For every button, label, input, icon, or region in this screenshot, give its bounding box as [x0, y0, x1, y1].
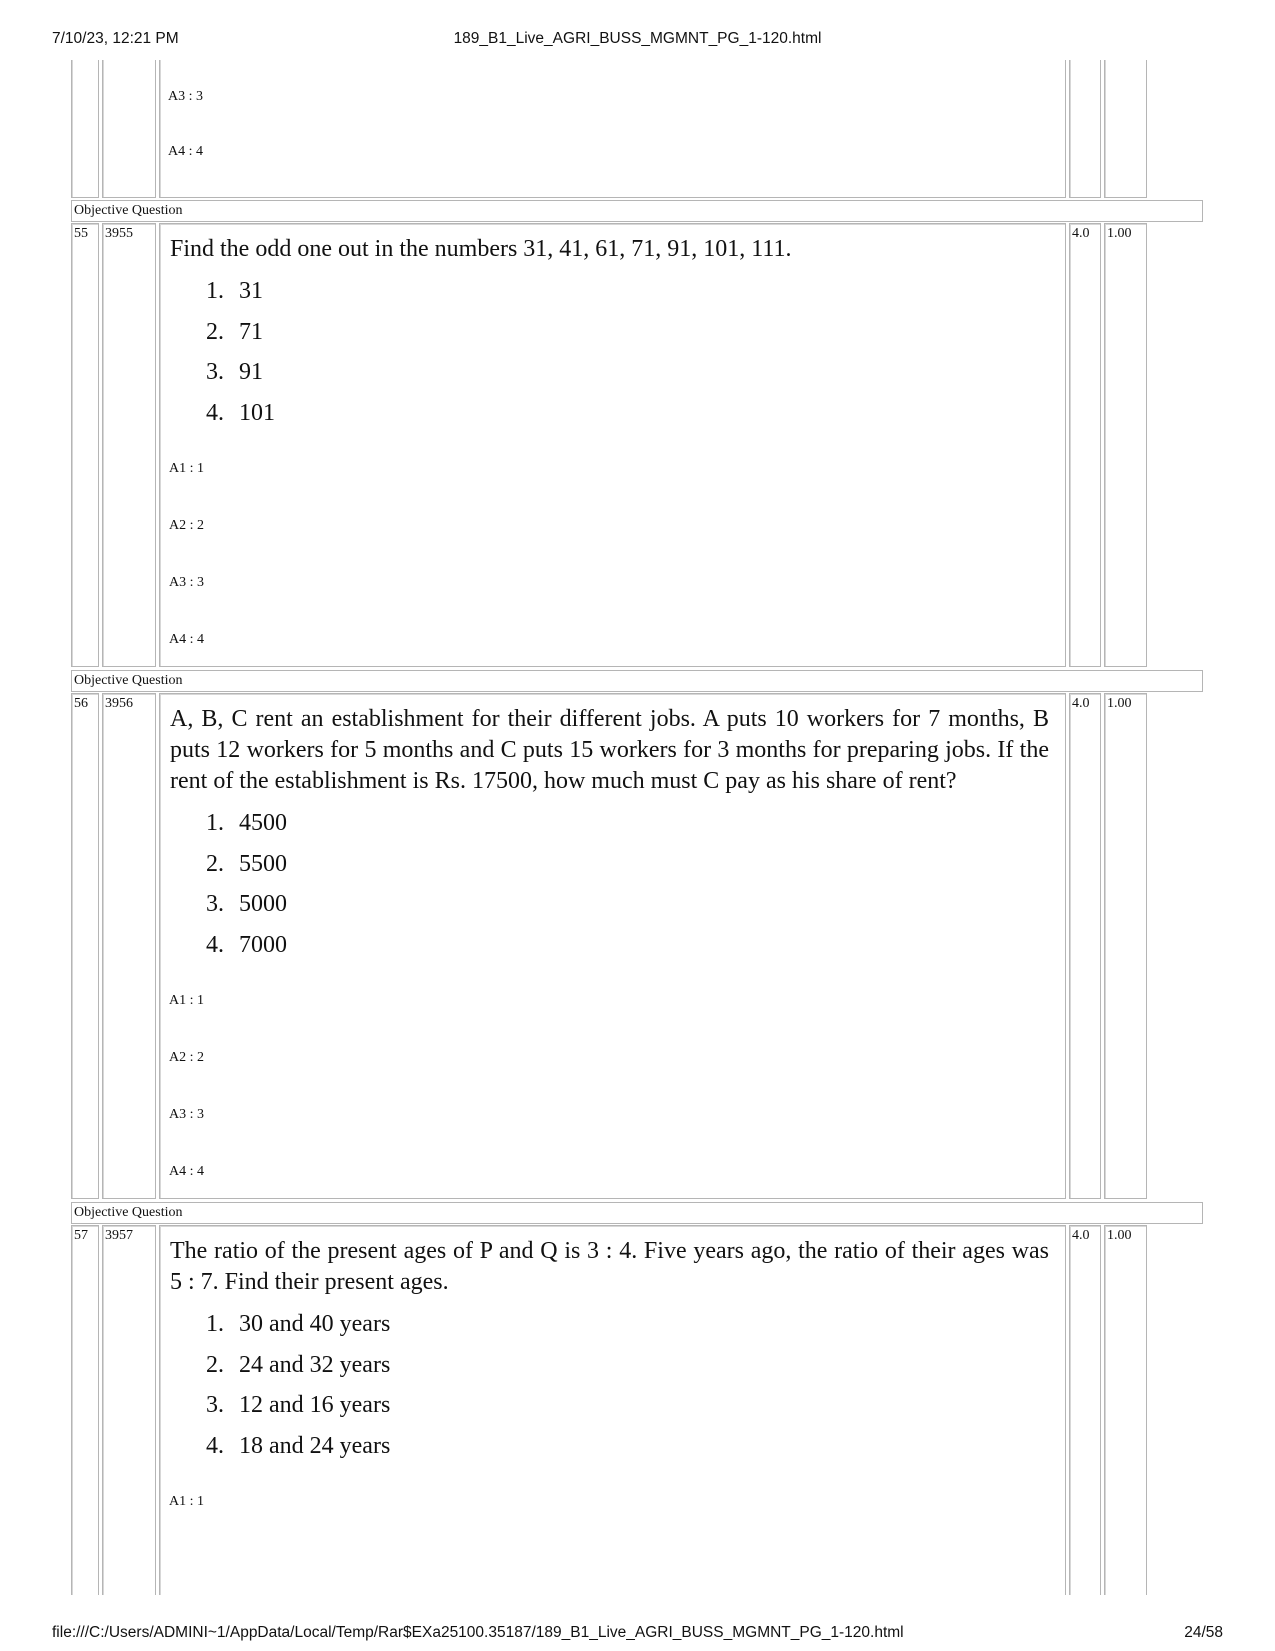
answer-line: A3 : 3 — [169, 575, 204, 590]
option-item: 3. 91 — [206, 359, 263, 385]
print-datetime: 7/10/23, 12:21 PM — [52, 30, 179, 47]
question-sheet — [71, 60, 1203, 1595]
question-negative-marks: 1.00 — [1107, 226, 1132, 241]
options-list — [160, 803, 1065, 965]
option-item: 1. 30 and 40 years — [206, 1311, 391, 1337]
question-number: 56 — [74, 696, 88, 711]
previous-question-body — [159, 60, 1066, 198]
answer-line: A1 : 1 — [169, 461, 204, 476]
question-text: Find the odd one out in the numbers 31, 41, 61, 71, 91, 101, 111. — [170, 236, 792, 262]
previous-question-fragment — [71, 60, 1203, 208]
answer-line: A1 : 1 — [169, 1494, 204, 1509]
answer-line: A4 : 4 — [169, 1164, 204, 1179]
question-body — [159, 1225, 1066, 1595]
question-marks: 4.0 — [1072, 226, 1090, 241]
option-item: 1. 31 — [206, 278, 263, 304]
print-header — [52, 30, 1223, 50]
question-number: 55 — [74, 226, 88, 241]
objective-question-label: Objective Question — [71, 670, 1203, 692]
answer-line: A4 : 4 — [169, 632, 204, 647]
option-item: 3. 5000 — [206, 891, 287, 917]
option-item: 3. 12 and 16 years — [206, 1392, 391, 1418]
answer-line: A3 : 3 — [168, 89, 203, 104]
option-item: 4. 7000 — [206, 931, 287, 958]
question-negative-marks: 1.00 — [1107, 696, 1132, 711]
answer-line: A4 : 4 — [168, 144, 203, 159]
question-body — [159, 693, 1066, 1199]
print-footer — [52, 1624, 1223, 1644]
question-id: 3957 — [105, 1228, 133, 1243]
question-text: A, B, C rent an establishment for their different jobs. A puts 10 workers for 7 months, B puts 12 workers for 5 months and C puts 15 workers for 3 months for preparing jobs. If the rent of the establishment is Rs. 17500, how much must C pay as his share of rent? — [170, 706, 1049, 794]
print-file-path: file:///C:/Users/ADMINI~1/AppData/Local/Temp/Rar$EXa25100.35187/189_B1_Live_AGRI_BUSS_MGMNT_PG_1-120.html — [52, 1624, 904, 1641]
option-item: 2. 71 — [206, 318, 263, 345]
options-list — [160, 1304, 1065, 1466]
option-item: 1. 4500 — [206, 810, 287, 836]
answer-line: A3 : 3 — [169, 1107, 204, 1122]
options-list — [160, 271, 1065, 433]
question-number: 57 — [74, 1228, 88, 1243]
answer-line: A1 : 1 — [169, 993, 204, 1008]
option-item: 2. 24 and 32 years — [206, 1351, 391, 1378]
question-negative-marks: 1.00 — [1107, 1228, 1132, 1243]
print-page-counter: 24/58 — [1184, 1624, 1223, 1641]
option-item: 4. 18 and 24 years — [206, 1432, 391, 1459]
question-text: The ratio of the present ages of P and Q is 3 : 4. Five years ago, the ratio of their ages was 5 : 7. Find their present ages. — [170, 1238, 1049, 1295]
option-item: 2. 5500 — [206, 850, 287, 877]
question-marks: 4.0 — [1072, 1228, 1090, 1243]
question-id: 3956 — [105, 696, 133, 711]
question-marks: 4.0 — [1072, 696, 1090, 711]
question-body — [159, 223, 1066, 667]
answer-line: A2 : 2 — [169, 518, 204, 533]
question-id: 3955 — [105, 226, 133, 241]
option-item: 4. 101 — [206, 399, 275, 426]
answer-line: A2 : 2 — [169, 1050, 204, 1065]
print-page-title: 189_B1_Live_AGRI_BUSS_MGMNT_PG_1-120.html — [453, 30, 822, 47]
objective-question-label: Objective Question — [71, 200, 1203, 222]
objective-question-label: Objective Question — [71, 1202, 1203, 1224]
